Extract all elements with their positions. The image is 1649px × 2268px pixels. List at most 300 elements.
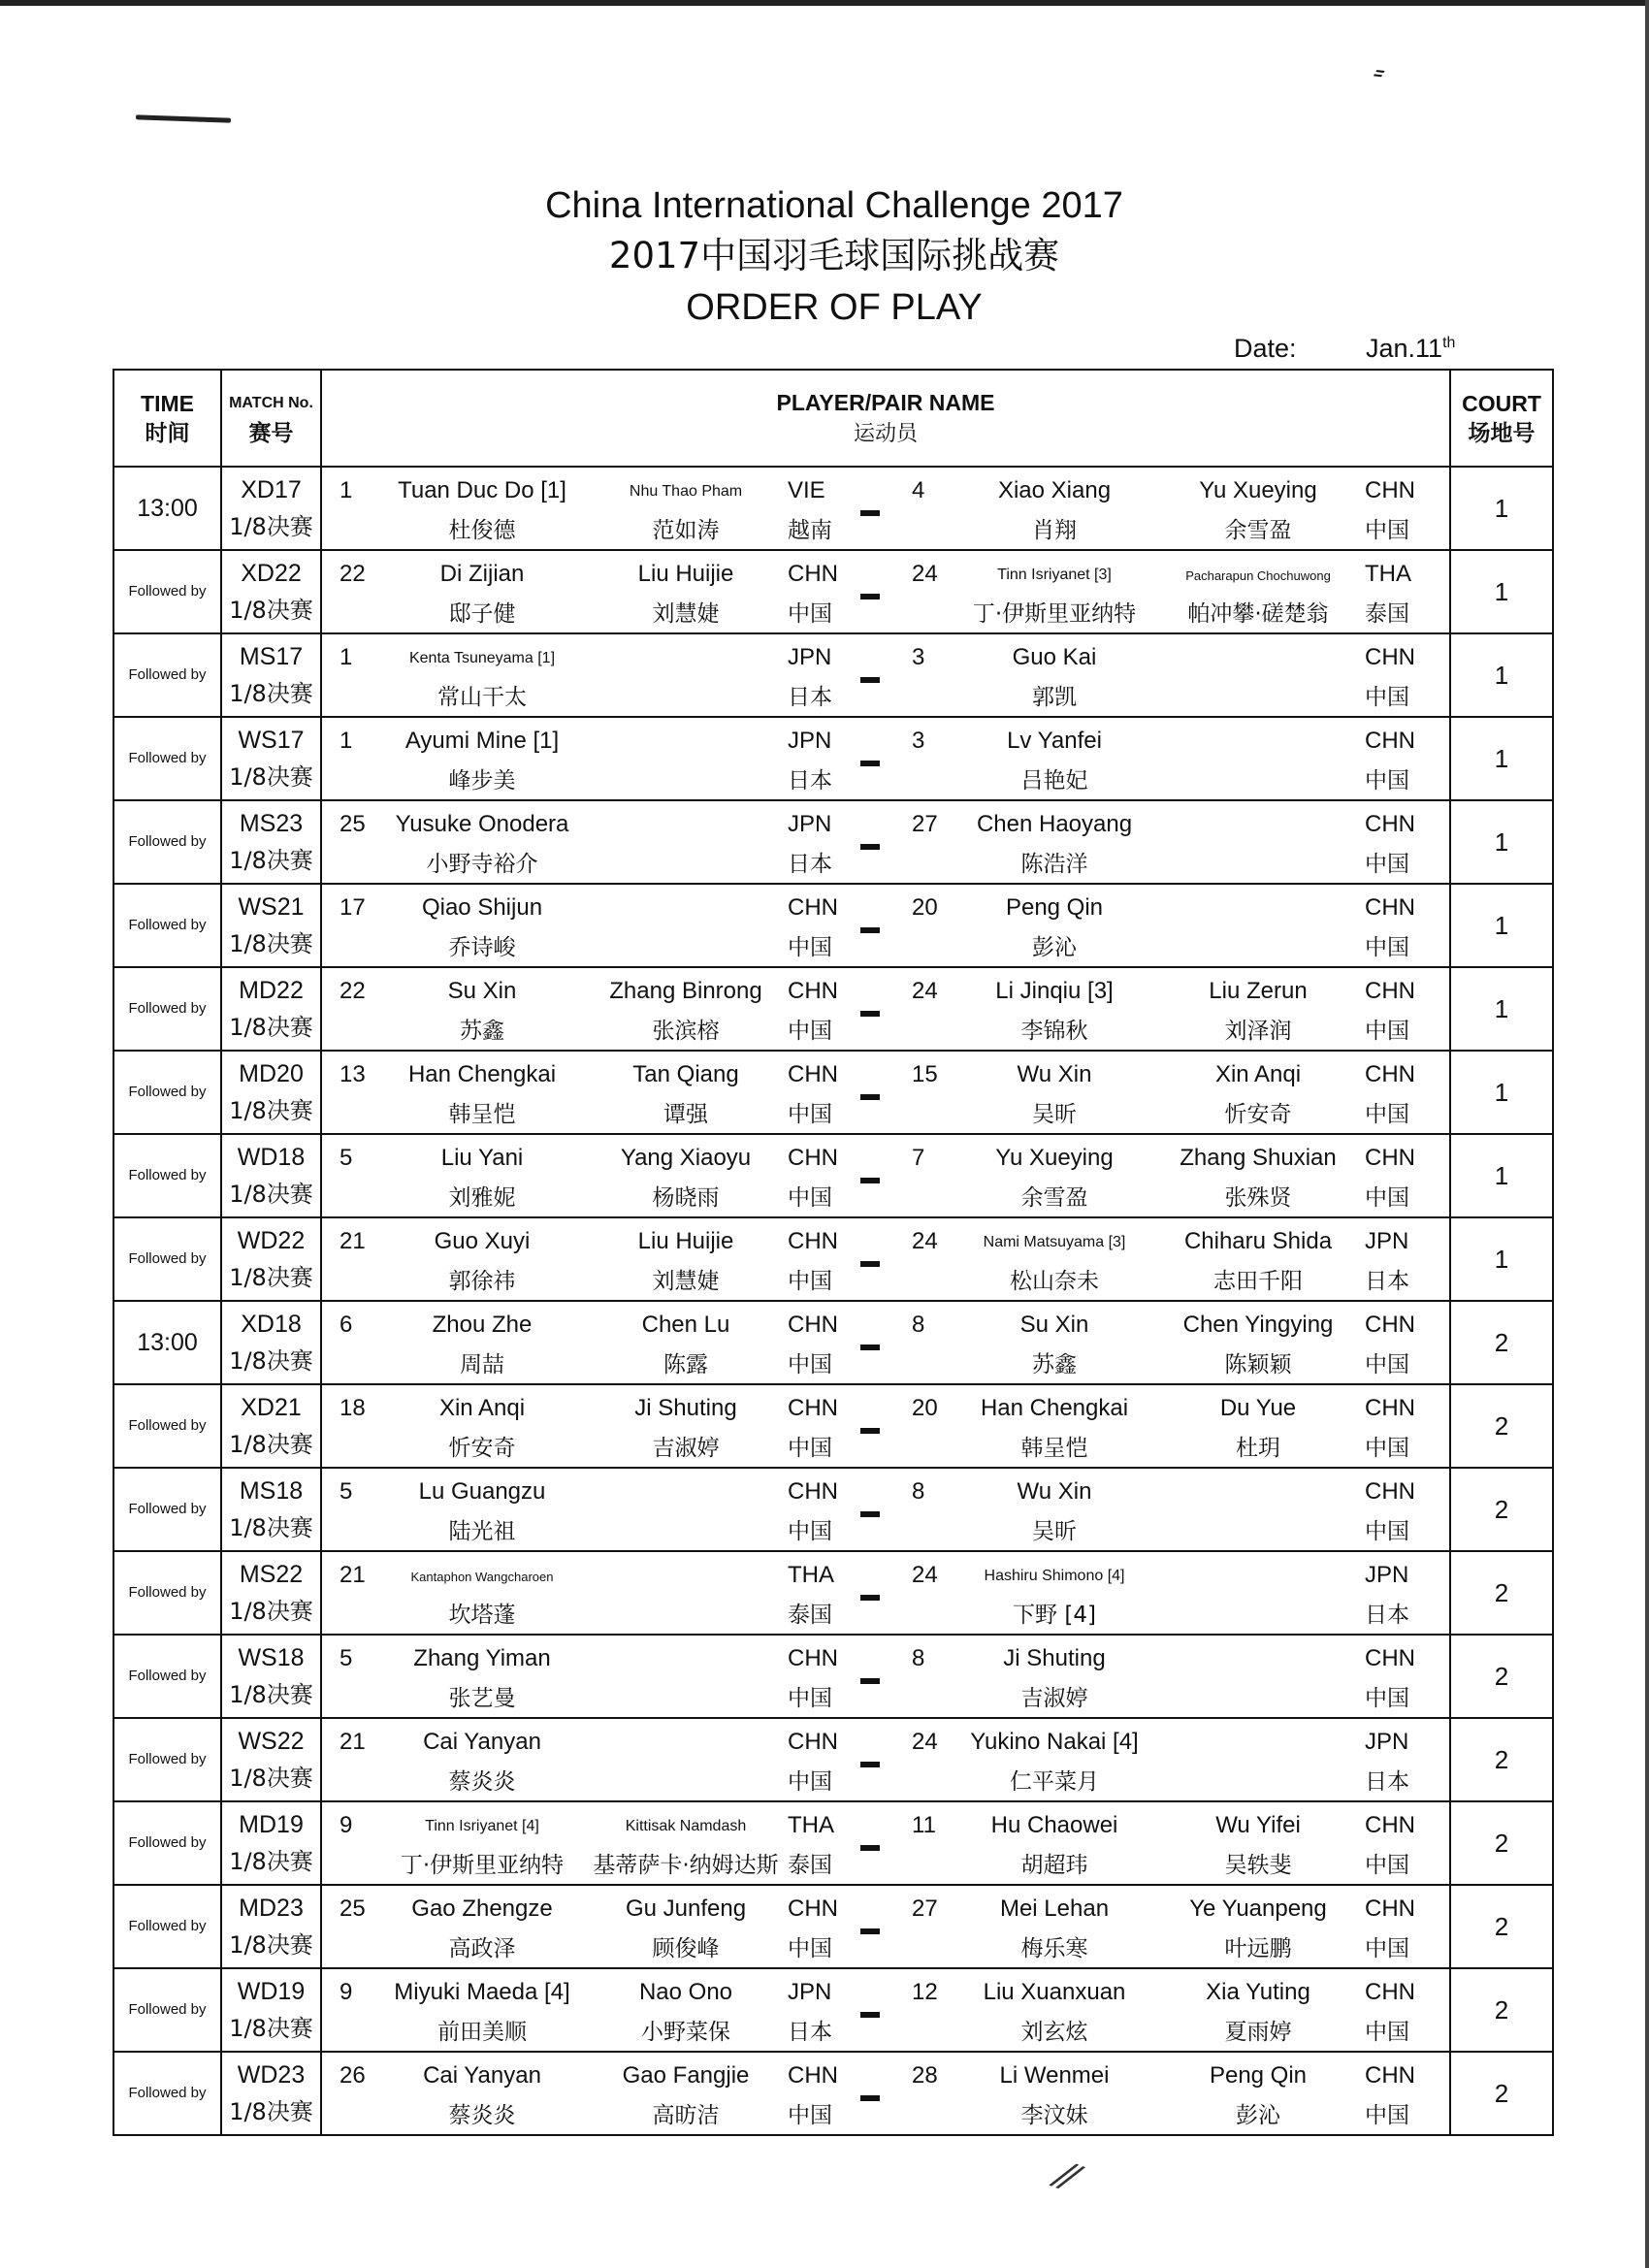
- match-code: XD17: [241, 476, 302, 503]
- country-1-cn: 日本: [788, 852, 832, 877]
- match-round: 1/8决赛: [229, 763, 313, 791]
- time-cell: Followed by: [113, 550, 221, 633]
- match-round: 1/8决赛: [229, 2098, 313, 2125]
- player-1b: Zhang Binrong: [609, 978, 762, 1004]
- player-1a: Guo Xuyi: [434, 1228, 531, 1254]
- scan-edge-right: [1645, 0, 1649, 2268]
- player-1a: Zhang Yiman: [413, 1645, 551, 1671]
- player-2a-cn: 苏鑫: [1032, 1352, 1077, 1377]
- seed-1: 22: [340, 978, 366, 1004]
- player-1a: Cai Yanyan: [423, 2062, 541, 2089]
- match-cell: [221, 1134, 321, 1217]
- country-2-cn: 中国: [1365, 852, 1409, 877]
- country-1: THA: [788, 1562, 834, 1588]
- match-code: XD21: [241, 1394, 302, 1421]
- player-1a-cn: 前田美顺: [437, 2020, 527, 2045]
- player-2b-cn: 叶远鹏: [1224, 1936, 1292, 1961]
- player-1a: Han Chengkai: [407, 1061, 557, 1087]
- versus-dash: [860, 1928, 880, 1934]
- match-cell: [221, 967, 321, 1051]
- time-cell: Followed by: [113, 717, 221, 800]
- country-1: CHN: [788, 894, 838, 921]
- match-round: 1/8决赛: [229, 597, 313, 624]
- match-cell: [221, 1635, 321, 1718]
- court-cell: 2: [1450, 1468, 1553, 1551]
- player-1a-cn: 乔诗峻: [448, 935, 516, 960]
- player-2b: Ye Yuanpeng: [1189, 1895, 1327, 1922]
- title-block: [349, 180, 1319, 334]
- versus-dash: [860, 2012, 880, 2018]
- country-1: CHN: [788, 1729, 838, 1755]
- player-2a: Hashiru Shimono [4]: [984, 1568, 1125, 1584]
- player-1b: Chen Lu: [641, 1312, 730, 1338]
- players-cell: [321, 1968, 1450, 2052]
- court-cell: 2: [1450, 2052, 1553, 2135]
- seed-1: 5: [340, 1645, 353, 1671]
- court-cell: 1: [1450, 884, 1553, 967]
- player-2a-cn: 吕艳妃: [1020, 768, 1088, 794]
- match-round: 1/8决赛: [229, 930, 313, 957]
- match-cell: [221, 1801, 321, 1885]
- player-2b: Zhang Shuxian: [1180, 1145, 1337, 1171]
- country-2: CHN: [1365, 477, 1415, 503]
- player-2b-cn: 夏雨婷: [1224, 2020, 1292, 2045]
- player-1a-cn: 张艺曼: [448, 1686, 516, 1711]
- order-of-play-title: ORDER OF PLAY: [686, 287, 983, 328]
- header-match-no: MATCH No. 赛号: [221, 370, 321, 467]
- player-1b: Tan Qiang: [632, 1061, 739, 1087]
- country-1: JPN: [788, 811, 832, 837]
- match-code: XD18: [241, 1311, 302, 1338]
- player-2b: Chen Yingying: [1182, 1312, 1334, 1338]
- versus-dash: [860, 1511, 880, 1517]
- table-row: [113, 633, 1553, 717]
- country-1: CHN: [788, 1312, 838, 1338]
- country-1-cn: 中国: [788, 1269, 832, 1294]
- scan-edge-top: [0, 0, 1649, 6]
- time-cell: 13:00: [113, 467, 221, 550]
- country-2-cn: 中国: [1365, 1936, 1409, 1961]
- player-2b: Liu Zerun: [1209, 978, 1308, 1004]
- player-1b-cn: 范如涛: [652, 518, 720, 543]
- player-1b-cn: 张滨榕: [652, 1019, 720, 1044]
- player-1a-cn: 丁·伊斯里亚纳特: [400, 1853, 565, 1878]
- players-cell: [321, 1134, 1450, 1217]
- seed-2: 8: [912, 1478, 925, 1505]
- match-code: XD22: [241, 560, 302, 587]
- player-2b-cn: 杜玥: [1236, 1436, 1280, 1461]
- country-2: CHN: [1365, 1979, 1415, 2005]
- player-2b: Wu Yifei: [1215, 1812, 1301, 1838]
- table-header-row: [113, 370, 1553, 467]
- country-1-cn: 越南: [788, 518, 832, 543]
- match-code: WS18: [238, 1644, 305, 1671]
- court-cell: 2: [1450, 1301, 1553, 1384]
- country-2-cn: 泰国: [1365, 601, 1409, 627]
- country-2-cn: 中国: [1365, 1853, 1409, 1878]
- seed-2: 4: [912, 477, 925, 503]
- player-2a-cn: 吉淑婷: [1020, 1686, 1088, 1711]
- country-1-cn: 泰国: [788, 1853, 832, 1878]
- match-round: 1/8决赛: [229, 1014, 313, 1041]
- country-2-cn: 中国: [1365, 1436, 1409, 1461]
- players-cell: [321, 1801, 1450, 1885]
- player-1b-cn: 高昉洁: [652, 2103, 720, 2128]
- table-row: [113, 717, 1553, 800]
- player-1a-cn: 坎塔蓬: [448, 1603, 516, 1628]
- seed-1: 21: [340, 1228, 366, 1254]
- seed-2: 24: [912, 978, 938, 1004]
- table-row: [113, 1968, 1553, 2052]
- match-round: 1/8决赛: [229, 1514, 313, 1541]
- player-1b-cn: 顾俊峰: [652, 1936, 720, 1961]
- players-cell: [321, 1384, 1450, 1468]
- country-2-cn: 日本: [1365, 1769, 1409, 1795]
- seed-2: 3: [912, 728, 925, 754]
- versus-dash: [860, 761, 880, 766]
- match-code: WS22: [238, 1728, 305, 1755]
- time-cell: Followed by: [113, 1217, 221, 1301]
- seed-1: 5: [340, 1478, 353, 1505]
- title-chinese: 2017中国羽毛球国际挑战赛: [608, 235, 1060, 276]
- player-1b: Yang Xiaoyu: [620, 1145, 752, 1171]
- country-1-cn: 中国: [788, 1436, 832, 1461]
- player-1b: Gu Junfeng: [625, 1895, 747, 1922]
- match-cell: [221, 717, 321, 800]
- player-1a: Tinn Isriyanet [4]: [425, 1818, 539, 1834]
- versus-dash: [860, 1261, 880, 1267]
- match-cell: [221, 884, 321, 967]
- match-code: WS17: [238, 727, 305, 754]
- scan-mark-top-right: ⸗: [1369, 55, 1392, 87]
- header-court: COURT 场地号: [1450, 370, 1553, 467]
- seed-1: 5: [340, 1145, 353, 1171]
- match-code: MD23: [239, 1895, 304, 1922]
- table-row: [113, 967, 1553, 1051]
- player-1a: Liu Yani: [440, 1145, 524, 1171]
- player-2a: Hu Chaowei: [990, 1812, 1118, 1838]
- country-2: CHN: [1365, 894, 1415, 921]
- time-cell: Followed by: [113, 1551, 221, 1635]
- country-2: CHN: [1365, 728, 1415, 754]
- player-1b: Ji Shuting: [634, 1395, 737, 1421]
- player-2a: Li Jinqiu [3]: [995, 978, 1114, 1004]
- seed-1: 9: [340, 1979, 353, 2005]
- time-cell: Followed by: [113, 800, 221, 884]
- player-2b-cn: 吴轶斐: [1224, 1853, 1292, 1878]
- match-cell: [221, 467, 321, 550]
- player-1b-cn: 杨晓雨: [652, 1185, 720, 1211]
- player-2b: Pacharapun Chochuwong: [1185, 568, 1331, 583]
- country-2: CHN: [1365, 1478, 1415, 1505]
- player-1a: Qiao Shijun: [421, 894, 543, 921]
- title-english: China International Challenge 2017: [545, 185, 1123, 226]
- country-2: CHN: [1365, 1061, 1415, 1087]
- player-1a: Kantaphon Wangcharoen: [410, 1570, 554, 1584]
- player-1b: Nao Ono: [638, 1979, 733, 2005]
- player-2a: Guo Kai: [1012, 644, 1097, 670]
- player-1a-cn: 杜俊德: [448, 518, 516, 543]
- seed-1: 1: [340, 477, 353, 503]
- court-cell: 1: [1450, 633, 1553, 717]
- country-1: VIE: [788, 477, 825, 503]
- player-1b: Kittisak Namdash: [625, 1818, 747, 1834]
- court-cell: 1: [1450, 550, 1553, 633]
- player-2a-cn: 李锦秋: [1020, 1019, 1088, 1044]
- versus-dash: [860, 927, 880, 933]
- country-2: JPN: [1365, 1228, 1409, 1254]
- players-cell: [321, 717, 1450, 800]
- country-2-cn: 日本: [1365, 1269, 1409, 1294]
- country-2-cn: 中国: [1365, 518, 1409, 543]
- player-2a: Mei Lehan: [999, 1895, 1110, 1922]
- player-2a-cn: 丁·伊斯里亚纳特: [972, 601, 1137, 627]
- player-2a-cn: 下野 [4]: [1013, 1603, 1096, 1628]
- table-row: [113, 1885, 1553, 1968]
- country-2-cn: 中国: [1365, 1019, 1409, 1044]
- player-1a: Cai Yanyan: [423, 1729, 541, 1755]
- player-1a-cn: 刘雅妮: [448, 1185, 516, 1211]
- seed-1: 25: [340, 811, 366, 837]
- match-cell: [221, 1968, 321, 2052]
- player-2a-cn: 吴昕: [1032, 1519, 1077, 1544]
- player-2a-cn: 韩呈恺: [1020, 1436, 1088, 1461]
- match-cell: [221, 1551, 321, 1635]
- player-2a: Wu Xin: [1017, 1061, 1092, 1087]
- court-cell: 1: [1450, 1051, 1553, 1134]
- player-1a: Tuan Duc Do [1]: [398, 477, 566, 503]
- court-cell: 2: [1450, 1384, 1553, 1468]
- country-2: CHN: [1365, 1395, 1415, 1421]
- country-1-cn: 中国: [788, 1686, 832, 1711]
- table-row: [113, 467, 1553, 550]
- player-1b-cn: 刘慧婕: [652, 601, 720, 627]
- country-2: JPN: [1365, 1729, 1409, 1755]
- seed-1: 13: [340, 1061, 366, 1087]
- match-cell: [221, 1051, 321, 1134]
- match-round: 1/8决赛: [229, 1431, 313, 1458]
- match-code: WS21: [238, 893, 305, 921]
- country-1-cn: 中国: [788, 601, 832, 627]
- player-2a-cn: 陈浩洋: [1020, 852, 1088, 877]
- player-1b-cn: 陈露: [663, 1352, 708, 1377]
- player-2a: Peng Qin: [1005, 894, 1104, 921]
- versus-dash: [860, 1595, 880, 1601]
- country-2: THA: [1365, 561, 1411, 587]
- match-cell: [221, 800, 321, 884]
- table-row: [113, 2052, 1553, 2135]
- court-cell: 1: [1450, 800, 1553, 884]
- player-1b-cn: 基蒂萨卡·纳姆达斯: [593, 1853, 779, 1878]
- player-2a-cn: 仁平菜月: [1010, 1769, 1099, 1795]
- players-cell: [321, 1051, 1450, 1134]
- time-cell: Followed by: [113, 1718, 221, 1801]
- date-label: Date:: [1234, 334, 1297, 363]
- match-code: MD20: [239, 1060, 304, 1087]
- country-2-cn: 中国: [1365, 1352, 1409, 1377]
- versus-dash: [860, 1678, 880, 1684]
- table-row: [113, 1468, 1553, 1551]
- player-2b-cn: 刘泽润: [1224, 1019, 1292, 1044]
- time-cell: Followed by: [113, 1801, 221, 1885]
- scan-mark-bottom: ⁄⁄: [1053, 2152, 1083, 2203]
- country-1-cn: 中国: [788, 1185, 832, 1211]
- match-code: MS23: [239, 810, 304, 837]
- country-1: CHN: [788, 1228, 838, 1254]
- header-time: TIME 时间: [113, 370, 221, 467]
- players-cell: [321, 1551, 1450, 1635]
- match-round: 1/8决赛: [229, 1181, 313, 1208]
- match-round: 1/8决赛: [229, 680, 313, 707]
- seed-2: 27: [912, 1895, 938, 1922]
- players-cell: [321, 1468, 1450, 1551]
- players-cell: [321, 1301, 1450, 1384]
- player-1b: Liu Huijie: [637, 561, 734, 587]
- match-round: 1/8决赛: [229, 1264, 313, 1291]
- court-cell: 1: [1450, 1134, 1553, 1217]
- player-1a: Xin Anqi: [438, 1395, 526, 1421]
- match-cell: [221, 1301, 321, 1384]
- time-cell: Followed by: [113, 1051, 221, 1134]
- country-1: JPN: [788, 1979, 832, 2005]
- player-2b-cn: 张殊贤: [1224, 1185, 1292, 1211]
- order-of-play-table: [113, 369, 1554, 2136]
- country-2: JPN: [1365, 1562, 1409, 1588]
- players-cell: [321, 550, 1450, 633]
- player-1a: Yusuke Onodera: [395, 811, 569, 837]
- players-cell: [321, 884, 1450, 967]
- time-cell: Followed by: [113, 2052, 221, 2135]
- player-2a: Wu Xin: [1017, 1478, 1092, 1505]
- player-2b-cn: 帕冲攀·磋楚翁: [1187, 601, 1329, 627]
- match-code: MS17: [239, 643, 304, 670]
- country-2-cn: 中国: [1365, 1102, 1409, 1127]
- players-cell: [321, 967, 1450, 1051]
- players-cell: [321, 2052, 1450, 2135]
- player-2b: Chiharu Shida: [1183, 1228, 1333, 1254]
- player-2a-cn: 松山奈未: [1010, 1269, 1099, 1294]
- player-1a-cn: 邸子健: [448, 601, 516, 627]
- player-1a-cn: 陆光祖: [448, 1519, 516, 1544]
- player-1a-cn: 苏鑫: [460, 1019, 504, 1044]
- country-1-cn: 日本: [788, 685, 832, 710]
- player-2b-cn: 忻安奇: [1224, 1102, 1292, 1127]
- country-2-cn: 中国: [1365, 2103, 1409, 2128]
- country-1-cn: 中国: [788, 1769, 832, 1795]
- player-1a-cn: 韩呈恺: [448, 1102, 516, 1127]
- country-1: JPN: [788, 644, 832, 670]
- player-1b: Gao Fangjie: [622, 2062, 750, 2089]
- seed-1: 1: [340, 644, 353, 670]
- match-cell: [221, 1384, 321, 1468]
- seed-2: 24: [912, 1228, 938, 1254]
- country-1: CHN: [788, 978, 838, 1004]
- country-1: THA: [788, 1812, 834, 1838]
- versus-dash: [860, 1762, 880, 1767]
- player-2b: Xin Anqi: [1214, 1061, 1302, 1087]
- players-cell: [321, 633, 1450, 717]
- player-1a-cn: 峰步美: [448, 768, 516, 794]
- country-1: CHN: [788, 2062, 838, 2089]
- country-2: CHN: [1365, 978, 1415, 1004]
- court-cell: 2: [1450, 1551, 1553, 1635]
- player-2b: Xia Yuting: [1206, 1979, 1310, 2005]
- country-1-cn: 中国: [788, 1519, 832, 1544]
- table-row: [113, 1384, 1553, 1468]
- table-row: [113, 1718, 1553, 1801]
- player-2a-cn: 李汶妹: [1020, 2103, 1088, 2128]
- country-2: CHN: [1365, 2062, 1415, 2089]
- player-2b-cn: 余雪盈: [1224, 518, 1292, 543]
- match-round: 1/8决赛: [229, 1848, 313, 1875]
- player-1a: Di Zijian: [439, 561, 525, 587]
- player-1b-cn: 谭强: [663, 1102, 708, 1127]
- country-1: CHN: [788, 1895, 838, 1922]
- seed-1: 21: [340, 1562, 366, 1588]
- players-cell: [321, 467, 1450, 550]
- seed-1: 21: [340, 1729, 366, 1755]
- player-1a: Lu Guangzu: [418, 1478, 546, 1505]
- seed-2: 12: [912, 1979, 938, 2005]
- versus-dash: [860, 1094, 880, 1100]
- player-1a-cn: 郭徐祎: [448, 1269, 516, 1294]
- country-2-cn: 中国: [1365, 2020, 1409, 2045]
- court-cell: 2: [1450, 1968, 1553, 2052]
- player-1a-cn: 高政泽: [448, 1936, 516, 1961]
- match-cell: [221, 1718, 321, 1801]
- match-round: 1/8决赛: [229, 1598, 313, 1625]
- country-1-cn: 日本: [788, 768, 832, 794]
- player-1b: Liu Huijie: [637, 1228, 734, 1254]
- player-2b: Du Yue: [1219, 1395, 1297, 1421]
- country-1: CHN: [788, 561, 838, 587]
- country-2-cn: 中国: [1365, 1519, 1409, 1544]
- table-row: [113, 1301, 1553, 1384]
- players-cell: [321, 1635, 1450, 1718]
- country-1: CHN: [788, 1061, 838, 1087]
- players-cell: [321, 1217, 1450, 1301]
- versus-dash: [860, 1178, 880, 1183]
- player-2a-cn: 郭凯: [1032, 685, 1077, 710]
- seed-1: 17: [340, 894, 366, 921]
- seed-1: 22: [340, 561, 366, 587]
- country-1-cn: 中国: [788, 1102, 832, 1127]
- player-2a-cn: 彭沁: [1032, 935, 1077, 960]
- time-cell: Followed by: [113, 1635, 221, 1718]
- header-player-pair-name: PLAYER/PAIR NAME 运动员: [321, 370, 1450, 467]
- seed-1: 18: [340, 1395, 366, 1421]
- country-2: CHN: [1365, 1645, 1415, 1671]
- player-1a: Ayumi Mine [1]: [404, 728, 560, 754]
- match-round: 1/8决赛: [229, 847, 313, 874]
- table-row: [113, 1217, 1553, 1301]
- seed-1: 26: [340, 2062, 366, 2089]
- country-2-cn: 中国: [1365, 935, 1409, 960]
- country-2-cn: 中国: [1365, 768, 1409, 794]
- match-cell: [221, 1468, 321, 1551]
- time-cell: Followed by: [113, 1968, 221, 2052]
- player-2a-cn: 吴昕: [1032, 1102, 1077, 1127]
- player-2a: Chen Haoyang: [976, 811, 1133, 837]
- country-1: CHN: [788, 1478, 838, 1505]
- player-1a: Su Xin: [447, 978, 517, 1004]
- match-code: MS18: [239, 1477, 304, 1505]
- player-2a-cn: 余雪盈: [1020, 1185, 1088, 1211]
- table-row: [113, 884, 1553, 967]
- country-1: CHN: [788, 1645, 838, 1671]
- time-cell: Followed by: [113, 1134, 221, 1217]
- country-1: CHN: [788, 1145, 838, 1171]
